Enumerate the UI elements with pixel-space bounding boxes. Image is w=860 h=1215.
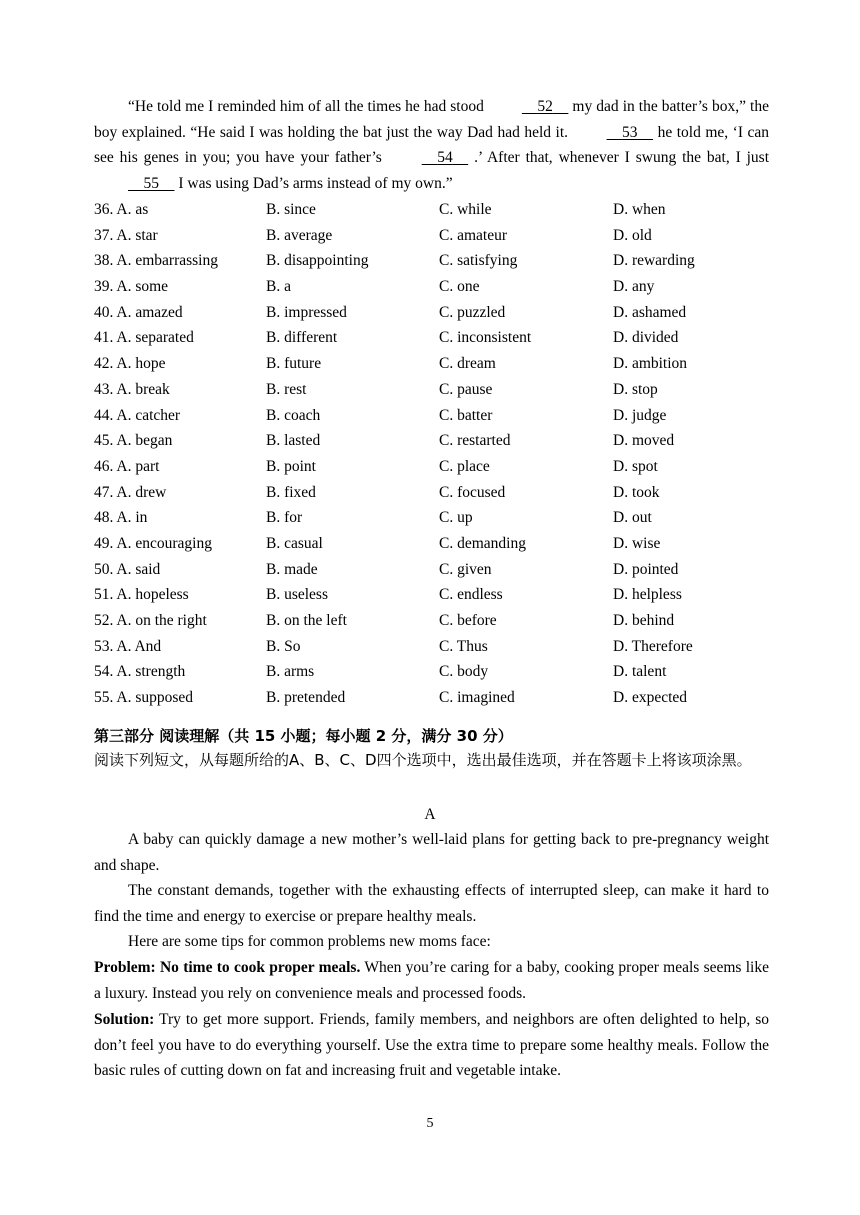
option-row bbox=[94, 557, 769, 583]
option-choice: 54. A. strength bbox=[94, 663, 186, 681]
option-row bbox=[94, 634, 769, 660]
option-row bbox=[94, 223, 769, 249]
option-choice: B. casual bbox=[266, 534, 323, 552]
option-choice: D. wise bbox=[613, 534, 661, 552]
option-choice: 42. A. hope bbox=[94, 355, 166, 373]
passage-label: A bbox=[424, 806, 436, 823]
option-row bbox=[94, 325, 769, 351]
option-row bbox=[94, 377, 769, 403]
option-choice: 49. A. encouraging bbox=[94, 534, 212, 552]
blank-52: 52 bbox=[537, 98, 553, 115]
option-choice: B. a bbox=[266, 278, 291, 296]
story-text: my dad in the batter’s box,” the boy explained. “He said I was holding the bat just the way Dad had held it. bbox=[94, 98, 769, 141]
option-row bbox=[94, 685, 769, 711]
problem-paragraph bbox=[94, 955, 769, 1006]
option-choice: B. useless bbox=[266, 586, 328, 604]
option-choice: C. Thus bbox=[439, 637, 488, 655]
option-choice: B. fixed bbox=[266, 483, 316, 501]
option-choice: B. made bbox=[266, 560, 318, 578]
option-choice: 37. A. star bbox=[94, 226, 158, 244]
blank-54: 54 bbox=[437, 149, 453, 167]
option-choice: 46. A. part bbox=[94, 457, 160, 475]
option-choice: D. talent bbox=[613, 663, 667, 681]
option-choice: D. stop bbox=[613, 380, 658, 398]
blank-53: 53 bbox=[622, 123, 638, 141]
option-choice: 51. A. hopeless bbox=[94, 586, 189, 604]
option-choice: B. different bbox=[266, 329, 338, 347]
option-choice: D. Therefore bbox=[613, 637, 693, 655]
problem-label: Problem: No time to cook proper meals. bbox=[94, 959, 361, 976]
option-row bbox=[94, 197, 769, 223]
option-choice: D. ambition bbox=[613, 355, 688, 373]
option-choice: D. took bbox=[613, 483, 660, 501]
option-choice: C. restarted bbox=[439, 432, 511, 450]
option-choice: 45. A. began bbox=[94, 432, 173, 450]
option-row bbox=[94, 659, 769, 685]
option-choice: C. demanding bbox=[439, 534, 526, 552]
solution-text: Try to get more support. Friends, family members, and neighbors are often delighted to help, so don’t feel you have to do everything yourself. Use the extra time to prepare some healthy meals. Follow the basic rules of cutting down on fat and increasing fruit and vegetable intake. bbox=[94, 1011, 769, 1080]
option-choice: C. puzzled bbox=[439, 303, 506, 321]
option-choice: C. given bbox=[439, 560, 492, 578]
option-choice: D. ashamed bbox=[613, 303, 687, 321]
option-choice: D. moved bbox=[613, 432, 675, 450]
option-choice: B. pretended bbox=[266, 689, 346, 707]
option-choice: C. focused bbox=[439, 483, 506, 501]
option-choice: 50. A. said bbox=[94, 560, 161, 578]
option-row bbox=[94, 248, 769, 274]
option-choice: D. rewarding bbox=[613, 252, 695, 270]
section-heading: 第三部分 阅读理解（共 15 小题；每小题 2 分，满分 30 分） bbox=[94, 727, 513, 745]
option-choice: 53. A. And bbox=[94, 637, 162, 655]
problem-text: When you’re caring for a baby, cooking proper meals seems like a luxury. Instead you rely on convenience meals and processed foods. bbox=[94, 959, 769, 1002]
solution-label: Solution: bbox=[94, 1011, 155, 1028]
story-text: “He told me I reminded him of all the times he had stood bbox=[128, 98, 484, 115]
option-choice: C. amateur bbox=[439, 226, 508, 244]
option-choice: 47. A. drew bbox=[94, 483, 167, 501]
option-row bbox=[94, 505, 769, 531]
option-choice: B. coach bbox=[266, 406, 321, 424]
option-row bbox=[94, 582, 769, 608]
option-choice: D. helpless bbox=[613, 586, 682, 604]
story-text: .’ After that, whenever I swung the bat, I just bbox=[474, 149, 770, 167]
option-choice: 39. A. some bbox=[94, 278, 169, 296]
option-row bbox=[94, 531, 769, 557]
solution-paragraph bbox=[94, 1007, 769, 1084]
option-choice: B. average bbox=[266, 226, 333, 244]
option-choice: B. lasted bbox=[266, 432, 321, 450]
option-choice: 41. A. separated bbox=[94, 329, 194, 347]
option-choice: B. So bbox=[266, 637, 301, 655]
option-choice: 36. A. as bbox=[94, 201, 149, 218]
option-choice: B. disappointing bbox=[266, 252, 369, 270]
page-number: 5 bbox=[426, 1116, 434, 1131]
option-choice: D. any bbox=[613, 278, 655, 296]
option-choice: D. old bbox=[613, 226, 652, 244]
option-choice: C. up bbox=[439, 509, 473, 527]
option-choice: D. pointed bbox=[613, 560, 679, 578]
story-text: he told me, ‘I can see his genes in you; you have your father’s bbox=[94, 123, 769, 167]
cloze-options-list bbox=[94, 197, 769, 711]
option-choice: 40. A. amazed bbox=[94, 303, 183, 321]
section-instruction: 阅读下列短文，从每题所给的A、B、C、D四个选项中，选出最佳选项，并在答题卡上将该项涂黑。 bbox=[94, 751, 752, 769]
option-choice: B. on the left bbox=[266, 612, 347, 629]
story-text: I was using Dad’s arms instead of my own.” bbox=[178, 175, 453, 193]
option-choice: D. judge bbox=[613, 406, 667, 424]
option-row bbox=[94, 403, 769, 429]
option-choice: C. inconsistent bbox=[439, 329, 532, 347]
option-row bbox=[94, 274, 769, 300]
option-row bbox=[94, 480, 769, 506]
option-choice: C. one bbox=[439, 278, 480, 296]
passage-paragraph: The constant demands, together with the exhausting effects of interrupted sleep, can make it hard to find the time and energy to exercise or prepare healthy meals. bbox=[94, 882, 769, 925]
option-choice: 52. A. on the right bbox=[94, 612, 207, 629]
option-choice: B. rest bbox=[266, 380, 307, 398]
option-row bbox=[94, 454, 769, 480]
option-choice: 48. A. in bbox=[94, 509, 148, 527]
option-choice: D. divided bbox=[613, 329, 679, 347]
option-choice: C. place bbox=[439, 457, 490, 475]
passage-paragraph: A baby can quickly damage a new mother’s well-laid plans for getting back to pre-pregnancy weight and shape. bbox=[94, 831, 769, 874]
option-choice: D. out bbox=[613, 509, 652, 527]
option-choice: D. spot bbox=[613, 457, 658, 475]
option-choice: B. for bbox=[266, 509, 303, 527]
option-choice: 44. A. catcher bbox=[94, 406, 181, 424]
option-row bbox=[94, 351, 769, 377]
blank-55: 55 bbox=[143, 175, 159, 193]
option-choice: B. point bbox=[266, 457, 316, 475]
option-choice: 55. A. supposed bbox=[94, 689, 194, 707]
option-choice: C. batter bbox=[439, 406, 493, 424]
story-paragraph bbox=[94, 94, 769, 197]
option-choice: B. arms bbox=[266, 663, 315, 681]
option-row bbox=[94, 300, 769, 326]
option-choice: C. imagined bbox=[439, 689, 515, 707]
option-choice: C. satisfying bbox=[439, 252, 518, 270]
option-choice: D. expected bbox=[613, 689, 688, 707]
option-choice: C. pause bbox=[439, 380, 493, 398]
option-choice: C. before bbox=[439, 612, 497, 629]
option-choice: B. impressed bbox=[266, 303, 347, 321]
option-choice: 43. A. break bbox=[94, 380, 170, 398]
option-choice: C. endless bbox=[439, 586, 503, 604]
option-choice: D. behind bbox=[613, 612, 675, 629]
option-choice: D. when bbox=[613, 201, 666, 218]
passage-paragraph: Here are some tips for common problems new moms face: bbox=[128, 933, 491, 950]
option-choice: 38. A. embarrassing bbox=[94, 252, 218, 270]
option-choice: B. future bbox=[266, 355, 322, 373]
option-row bbox=[94, 428, 769, 454]
option-choice: C. while bbox=[439, 201, 492, 218]
option-choice: C. body bbox=[439, 663, 489, 681]
option-row bbox=[94, 608, 769, 634]
option-choice: B. since bbox=[266, 201, 316, 218]
option-choice: C. dream bbox=[439, 355, 496, 373]
